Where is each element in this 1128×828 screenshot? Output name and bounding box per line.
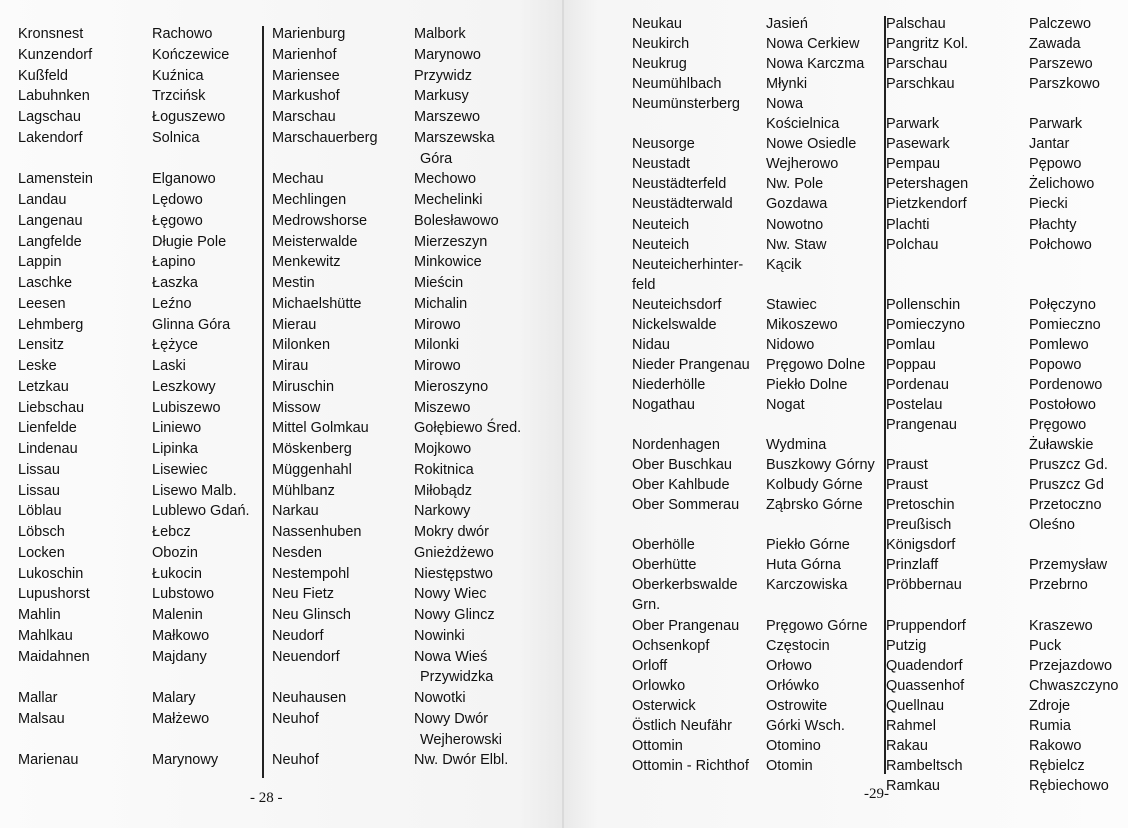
place-name-entry: Lagschau (18, 109, 81, 125)
place-name-entry: Przemysław (1029, 557, 1108, 574)
place-name-entry: Plachti (886, 216, 930, 233)
place-name-entry: Przejazdowo (1029, 657, 1113, 674)
place-name-entry: Leszkowy (152, 378, 216, 395)
place-name-entry: Mikoszewo (766, 316, 838, 333)
place-name-entry: Neu Fietz (272, 586, 335, 603)
place-name-entry: Ottomin - Richthof (632, 757, 749, 774)
place-name-entry: Glinna Góra (152, 316, 231, 333)
place-name-entry: Nogat (766, 396, 805, 413)
place-name-entry: Neuteichsdorf (632, 296, 722, 313)
place-name-entry: Kończewice (152, 46, 230, 63)
place-name-entry: Pruppendorf (886, 617, 966, 634)
place-name-entry: Marszewo (414, 109, 481, 125)
place-name-entry: Pietzkendorf (886, 196, 967, 213)
place-name-entry: Ząbrsko Górne (766, 497, 863, 514)
place-name-entry: Piecki (1029, 196, 1068, 213)
place-name-entry: Mahlkau (18, 627, 73, 644)
place-name-entry: Quellnau (886, 697, 945, 714)
place-name-entry: Nassenhuben (272, 524, 362, 540)
place-name-entry: Płachty (1029, 216, 1077, 233)
place-name-entry: Pępowo (1029, 156, 1082, 173)
place-name-entry: Nidau (632, 336, 670, 353)
place-name-entry: Minkowice (414, 254, 482, 271)
place-name-entry: Quadendorf (886, 657, 963, 674)
place-name-entry: Nowa Wieś (414, 648, 488, 665)
place-name-entry: Łukocin (152, 565, 202, 582)
place-name-entry: Leske (18, 358, 57, 374)
place-name-entry: Marschauerberg (272, 129, 378, 146)
place-name-entry: Mirowo (414, 316, 461, 333)
place-name-entry: Orloff (632, 657, 668, 674)
place-name-entry: Oberkerbswalde (632, 577, 738, 594)
place-name-entry: Lindenau (18, 441, 78, 457)
place-name-entry: Michalin (414, 295, 468, 312)
place-name-entry: Lamenstein (18, 171, 93, 188)
place-name-entry: Połchowo (1029, 236, 1092, 253)
place-name-entry: Miruschin (272, 378, 335, 395)
place-name-entry: Łaszka (152, 275, 198, 291)
place-name-entry: Meisterwalde (272, 233, 358, 250)
place-name-entry: Karczowiska (766, 577, 848, 594)
place-name-entry: Góra (420, 150, 453, 167)
place-name-entry: Żuławskie (1029, 437, 1094, 454)
place-name-entry: Młynki (766, 76, 808, 93)
place-name-entry: Pomlau (886, 336, 936, 353)
place-name-entry: Malbork (414, 26, 466, 42)
place-name-entry: Pręgowo (1029, 417, 1087, 433)
place-name-entry: Neuhof (272, 752, 319, 769)
place-name-entry: Missow (272, 399, 321, 416)
place-name-entry: Pruszcz Gd. (1029, 457, 1108, 474)
place-name-entry: Majdany (152, 648, 207, 665)
place-name-entry: Marynowo (414, 46, 481, 63)
place-name-entry: Pomieczno (1029, 316, 1101, 333)
place-name-entry: Prangenau (886, 417, 957, 433)
place-name-entry: Maidahnen (18, 648, 90, 665)
place-name-entry: Górki Wsch. (766, 717, 845, 734)
place-name-entry: Malary (152, 690, 196, 706)
place-name-entry: Lukoschin (18, 565, 84, 582)
place-name-entry: Lędowo (152, 192, 203, 208)
place-name-entry: Liebschau (18, 399, 85, 416)
place-name-entry: Pordenowo (1029, 376, 1103, 393)
place-name-entry: Puck (1029, 637, 1062, 654)
place-name-entry: Nowa Karczma (766, 56, 865, 73)
place-name-entry: Pruszcz Gd (1029, 477, 1104, 494)
place-name-entry: Nw. Dwór Elbl. (414, 752, 509, 769)
place-name-entry: Nw. Pole (766, 176, 824, 193)
place-name-entry: Polchau (886, 236, 939, 253)
place-name-entry: Neuteich (632, 216, 690, 233)
place-name-entry: Solnica (152, 129, 200, 146)
place-name-entry: Buszkowy Górny (766, 457, 875, 474)
place-name-entry: Pomlewo (1029, 336, 1089, 353)
place-name-entry: Mirau (272, 358, 309, 374)
place-name-entry: Lappin (18, 254, 62, 271)
place-name-entry: Markushof (272, 88, 340, 105)
place-name-entry: Rębiechowo (1029, 777, 1109, 794)
place-name-entry: Gozdawa (766, 196, 828, 213)
place-name-entry: Mirowo (414, 358, 461, 374)
place-name-entry: Zawada (1029, 36, 1081, 53)
place-name-entry: Gnieżdżewo (414, 544, 494, 561)
place-name-entry: Neuhof (272, 710, 319, 727)
place-name-entry: Landau (18, 192, 67, 208)
place-name-entry: Quassenhof (886, 677, 965, 694)
place-name-entry: Petershagen (886, 176, 969, 193)
place-name-entry: Mechelinki (414, 192, 483, 208)
place-name-entry: Miłobądz (414, 482, 473, 499)
place-name-entry: Rahmel (886, 717, 936, 734)
place-name-entry: Rakau (886, 737, 928, 754)
place-name-entry: Leźno (152, 295, 192, 312)
place-name-entry: Letzkau (18, 378, 69, 395)
place-name-entry: Narkau (272, 503, 319, 520)
place-name-entry: Neuteicherhinter- (632, 256, 744, 273)
place-name-entry: Nowa Cerkiew (766, 36, 860, 53)
place-name-entry: Piekło Górne (766, 537, 850, 554)
place-name-entry: Jantar (1029, 136, 1070, 153)
place-name-entry: Poppau (886, 356, 936, 373)
place-name-entry: Ramkau (886, 777, 940, 794)
place-name-entry: Praust (886, 477, 928, 494)
place-name-entry: Locken (18, 544, 65, 561)
place-name-entry: Mierau (272, 316, 317, 333)
place-name-entry: Chwaszczyno (1029, 677, 1119, 694)
place-name-entry: Nordenhagen (632, 437, 720, 454)
place-name-entry: Mahlin (18, 607, 61, 623)
place-name-entry: Popowo (1029, 356, 1082, 373)
place-name-entry: Obozin (152, 544, 198, 561)
place-name-entry: Mieroszyno (414, 378, 489, 395)
place-name-entry: Małżewo (152, 710, 210, 727)
place-name-entry: Königsdorf (886, 537, 956, 554)
place-name-entry: Ober Sommerau (632, 497, 740, 514)
page-number-right: -29- (864, 786, 889, 802)
place-name-entry: Neumünsterberg (632, 96, 740, 113)
place-name-entry: Möskenberg (272, 441, 352, 457)
place-name-entry: Parschkau (886, 76, 955, 93)
place-name-entry: Stawiec (766, 296, 817, 313)
place-name-entry: Oleśno (1029, 517, 1075, 534)
place-name-entry: Otomino (766, 737, 821, 754)
place-name-entry: Neuteich (632, 236, 690, 253)
place-name-entry: Milonki (414, 337, 460, 354)
place-name-entry: Nesden (272, 544, 322, 561)
place-name-entry: Łebcz (152, 524, 191, 540)
place-name-entry: Ostrowite (766, 697, 828, 714)
place-name-entry: Piekło Dolne (766, 376, 848, 393)
place-name-entry: Praust (886, 457, 928, 474)
place-name-entry: Langfelde (18, 233, 82, 250)
place-name-entry: Lisewiec (152, 461, 208, 478)
place-name-entry: Parwark (1029, 116, 1083, 133)
place-name-entry: Mechau (272, 171, 324, 188)
place-name-entry: Markusy (414, 88, 469, 105)
place-name-entry: Malsau (18, 710, 65, 727)
place-name-entry: Łapino (152, 254, 196, 271)
place-name-entry: Nowinki (414, 627, 465, 644)
place-name-entry: Kunzendorf (18, 46, 93, 63)
place-name-entry: Mühlbanz (272, 482, 335, 499)
place-name-entry: Labuhnken (18, 88, 90, 105)
place-name-entry: Neustädterfeld (632, 176, 727, 193)
place-name-entry: Mokry dwór (414, 524, 489, 540)
column-divider (262, 26, 264, 778)
place-name-entry: Parschau (886, 56, 948, 73)
place-name-entry: Lakendorf (18, 129, 83, 146)
place-name-entry: Ochsenkopf (632, 637, 710, 654)
place-name-entry: Löbsch (18, 524, 65, 540)
place-name-entry: Lubiszewo (152, 399, 221, 416)
place-name-entry: Ober Buschkau (632, 457, 732, 474)
page-number-left: - 28 - (250, 790, 283, 806)
place-name-entry: Pręgowo Dolne (766, 356, 866, 373)
place-name-entry: Nidowo (766, 336, 815, 353)
place-name-entry: Lublewo Gdań. (152, 503, 250, 520)
place-name-entry: Zdroje (1029, 697, 1071, 714)
right-page (564, 0, 1128, 828)
place-name-entry: Milonken (272, 337, 331, 354)
place-name-entry: Rumia (1029, 717, 1071, 734)
place-name-entry: Pempau (886, 156, 941, 173)
place-name-entry: Małkowo (152, 627, 210, 644)
place-name-entry: Parszkowo (1029, 76, 1100, 93)
place-name-entry: Pomieczyno (886, 316, 965, 333)
place-name-entry: Neusorge (632, 136, 695, 153)
place-name-entry: Malenin (152, 607, 203, 623)
place-name-entry: Miszewo (414, 399, 471, 416)
place-name-entry: Kronsnest (18, 26, 84, 42)
place-name-entry: Kolbudy Górne (766, 477, 863, 494)
place-name-entry: Marienhof (272, 46, 337, 63)
place-name-entry: Liniewo (152, 420, 202, 437)
place-name-entry: Marienburg (272, 26, 346, 42)
place-name-entry: Ober Prangenau (632, 617, 740, 634)
place-name-entry: Neukrug (632, 56, 687, 73)
place-name-entry: Menkewitz (272, 254, 341, 271)
place-name-entry: Kącik (766, 256, 802, 273)
place-name-entry: Rokitnica (414, 461, 474, 478)
place-name-entry: Pordenau (886, 376, 949, 393)
place-name-entry: Oberhütte (632, 557, 697, 574)
place-name-entry: Rachowo (152, 26, 213, 42)
place-name-entry: Nowe Osiedle (766, 136, 857, 153)
place-name-entry: Trzcińsk (152, 88, 206, 105)
place-name-entry: Rakowo (1029, 737, 1082, 754)
place-name-entry: Nowy Glincz (414, 607, 495, 623)
place-name-entry: Lehmberg (18, 316, 84, 333)
place-name-entry: Postelau (886, 396, 943, 413)
place-name-entry: Orłowo (766, 657, 812, 674)
place-name-entry: Neukau (632, 16, 682, 32)
place-name-entry: Kościelnica (766, 116, 840, 133)
place-name-entry: Marszewska (414, 129, 495, 146)
place-name-entry: Neukirch (632, 36, 690, 53)
place-name-entry: Częstocin (766, 637, 830, 654)
place-name-entry: Długie Pole (152, 233, 227, 250)
place-name-entry: Mechlingen (272, 192, 347, 208)
place-name-entry: Rębielcz (1029, 757, 1085, 774)
place-name-entry: Lissau (18, 461, 60, 478)
place-name-entry: Lensitz (18, 337, 64, 354)
place-name-entry: Löblau (18, 503, 62, 520)
place-name-entry: Marynowy (152, 752, 219, 769)
place-name-entry: Laschke (18, 275, 73, 291)
place-name-entry: Nw. Staw (766, 236, 827, 253)
place-name-entry: Laski (152, 358, 186, 374)
place-name-entry: Putzig (886, 637, 927, 654)
place-name-entry: Kußfeld (18, 67, 68, 84)
place-name-entry: Łęgowo (152, 212, 203, 229)
place-name-entry: Marienau (18, 752, 79, 769)
place-name-entry: Elganowo (152, 171, 216, 188)
place-name-entry: Narkowy (414, 503, 471, 520)
place-name-entry: Lisewo Malb. (152, 482, 237, 499)
place-name-entry: Osterwick (632, 697, 696, 714)
place-name-entry: Gołębiewo Śred. (414, 420, 522, 437)
place-name-entry: Leesen (18, 295, 66, 312)
place-name-entry: Ober Kahlbude (632, 477, 730, 494)
place-name-entry: Nowotki (414, 690, 466, 706)
place-name-entry: Niederhölle (632, 376, 706, 393)
place-name-entry: Wejherowski (420, 731, 502, 748)
place-name-entry: Jasień (766, 16, 808, 32)
place-name-entry: Langenau (18, 212, 83, 229)
place-name-entry: Nowy Dwór (414, 710, 489, 727)
place-name-entry: Orłówko (766, 677, 820, 694)
place-name-entry: Grn. (632, 597, 661, 614)
place-name-entry: Palczewo (1029, 16, 1092, 32)
place-name-entry: Medrowshorse (272, 212, 368, 229)
place-name-entry: Neustadt (632, 156, 691, 173)
place-name-entry: Preußisch (886, 517, 952, 534)
place-name-entry: Mariensee (272, 67, 340, 84)
place-name-entry: Mallar (18, 690, 58, 706)
place-name-entry: Marschau (272, 109, 336, 125)
place-name-entry: Pröbbernau (886, 577, 962, 594)
place-name-entry: Parszewo (1029, 56, 1093, 73)
place-name-entry: Mechowo (414, 171, 477, 188)
place-name-entry: Orlowko (632, 677, 686, 694)
place-name-entry: Postołowo (1029, 396, 1096, 413)
place-name-entry: Östlich Neufähr (632, 717, 732, 734)
place-name-entry: feld (632, 276, 656, 293)
place-name-entry: Nowa (766, 96, 804, 113)
place-name-entry: Lubstowo (152, 586, 215, 603)
place-name-entry: Mieścin (414, 275, 464, 291)
place-name-entry: Kraszewo (1029, 617, 1093, 634)
place-name-entry: Kuźnica (152, 67, 204, 84)
place-name-entry: Neuhausen (272, 690, 347, 706)
place-name-entry: Nogathau (632, 396, 695, 413)
place-name-entry: Huta Górna (766, 557, 841, 574)
place-name-entry: Nickelswalde (632, 316, 717, 333)
place-name-entry: Mojkowo (414, 441, 472, 457)
place-name-entry: Pangritz Kol. (886, 36, 969, 53)
place-name-entry: Przebrno (1029, 577, 1088, 594)
place-name-entry: Przywidzka (420, 669, 494, 686)
place-name-entry: Pręgowo Górne (766, 617, 868, 634)
place-name-entry: Pretoschin (886, 497, 955, 514)
place-name-entry: Michaelshütte (272, 295, 362, 312)
place-name-entry: Neustädterwald (632, 196, 733, 213)
place-name-entry: Müggenhahl (272, 461, 352, 478)
place-name-entry: Rambeltsch (886, 757, 963, 774)
place-name-entry: Neudorf (272, 627, 324, 644)
place-name-entry: Lipinka (152, 441, 198, 457)
place-name-entry: Nowotno (766, 216, 824, 233)
place-name-entry: Lissau (18, 482, 60, 499)
place-name-entry: Bolesławowo (414, 212, 499, 229)
place-name-entry: Łężyce (152, 337, 198, 354)
place-name-entry: Pasewark (886, 136, 950, 153)
place-name-entry: Lupushorst (18, 586, 90, 603)
place-name-entry: Pollenschin (886, 296, 961, 313)
place-name-entry: Przywidz (414, 67, 473, 84)
place-name-entry: Żelichowo (1029, 176, 1095, 193)
place-name-entry: Łoguszewo (152, 109, 226, 125)
place-name-entry: Niestępstwo (414, 565, 493, 582)
place-name-entry: Nestempohl (272, 565, 350, 582)
place-name-entry: Oberhölle (632, 537, 695, 554)
place-name-entry: Neu Glinsch (272, 607, 351, 623)
place-name-entry: Prinzlaff (886, 557, 939, 574)
place-name-entry: Wydmina (766, 437, 827, 454)
place-name-entry: Lienfelde (18, 420, 77, 437)
place-name-entry: Ottomin (632, 737, 683, 754)
place-name-entry: Palschau (886, 16, 946, 32)
place-name-entry: Nieder Prangenau (632, 356, 750, 373)
place-name-entry: Mierzeszyn (414, 233, 488, 250)
place-name-entry: Otomin (766, 757, 813, 774)
place-name-entry: Nowy Wiec (414, 586, 487, 603)
place-name-entry: Neuendorf (272, 648, 340, 665)
place-name-entry: Parwark (886, 116, 940, 133)
place-name-entry: Mestin (272, 275, 315, 291)
place-name-entry: Połęczyno (1029, 296, 1096, 313)
place-name-entry: Mittel Golmkau (272, 420, 369, 437)
place-name-entry: Neumühlbach (632, 76, 722, 93)
place-name-entry: Wejherowo (766, 156, 839, 173)
place-name-entry: Przetoczno (1029, 497, 1102, 514)
